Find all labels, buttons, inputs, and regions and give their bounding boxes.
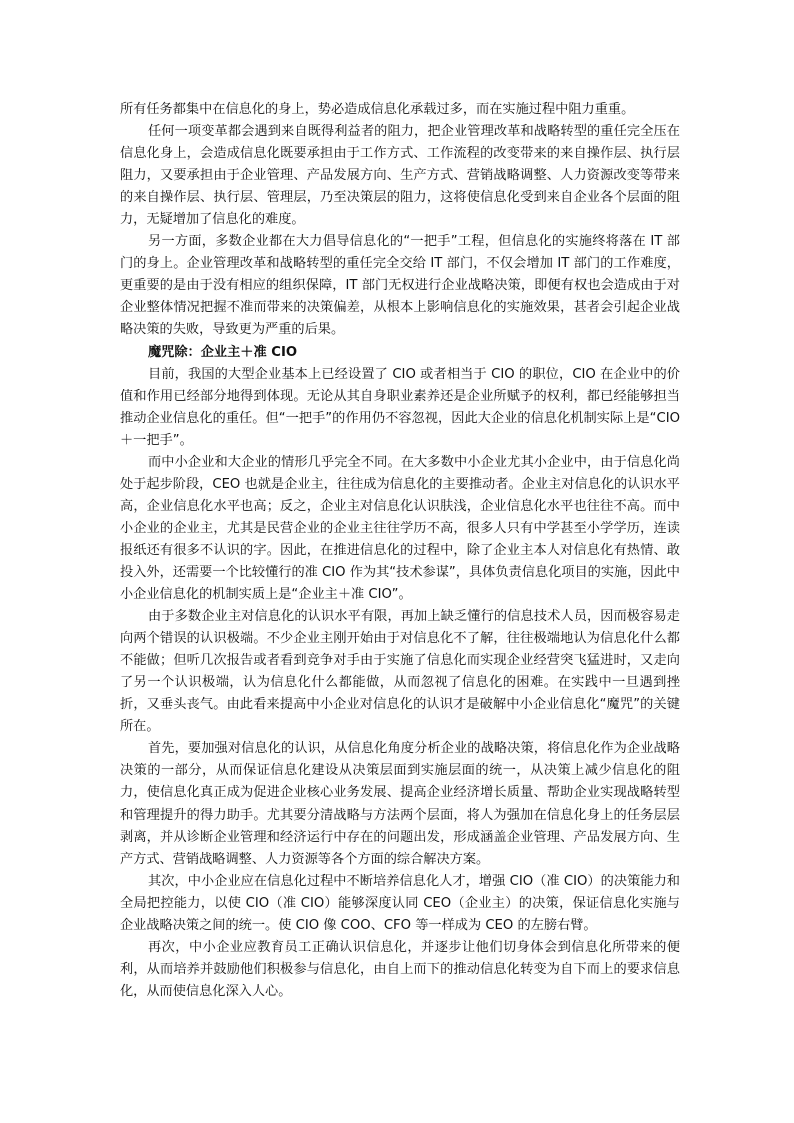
paragraph: 目前，我国的大型企业基本上已经设置了 CIO 或者相当于 CIO 的职位，CIO 在企业中的价值和作用已经部分地得到体现。无论从其自身职业素养还是企业所赋予的权利，都已经能够担当推动企业信息化的重任。但“一把手”的作用仍不容忽视，因此大企业的信息化机制实际上是“CIO＋一把手”。 xyxy=(120,366,680,448)
document-body xyxy=(120,99,680,1003)
paragraph: 任何一项变革都会遇到来自既得利益者的阻力，把企业管理改革和战略转型的重任完全压在信息化身上，会造成信息化既要承担由于工作方式、工作流程的改变带来的来自操作层、执行层阻力，又要承担由于企业管理、产品发展方向、生产方式、营销战略调整、人力资源改变等带来的来自操作层、执行层、管理层，乃至决策层的阻力，这将使信息化受到来自企业各个层面的阻力，无疑增加了信息化的难度。 xyxy=(120,124,680,228)
paragraph-continuation: 所有任务都集中在信息化的身上，势必造成信息化承载过多，而在实施过程中阻力重重。 xyxy=(120,102,635,117)
paragraph: 其次，中小企业应在信息化过程中不断培养信息化人才，增强 CIO（准 CIO）的决策能力和全局把控能力，以使 CIO（准 CIO）能够深度认同 CEO（企业主）的决策，保证信息化实施与企业战略决策之间的统一。使 CIO 像 COO、CFO 等一样成为 CEO 的左膀右臂。 xyxy=(120,873,680,933)
paragraph: 由于多数企业主对信息化的认识水平有限，再加上缺乏懂行的信息技术人员，因而极容易走向两个错误的认识极端。不少企业主刚开始由于对信息化不了解，往往极端地认为信息化什么都不能做；但听几次报告或者看到竞争对手由于实施了信息化而实现企业经营突飞猛进时，又走向了另一个认识极端，认为信息化什么都能做，从而忽视了信息化的困难。在实践中一旦遇到挫折，又垂头丧气。由此看来提高中小企业对信息化的认识才是破解中小企业信息化“魔咒”的关键所在。 xyxy=(120,609,680,735)
section-heading: 魔咒除：企业主＋准 CIO xyxy=(148,344,298,360)
paragraph: 另一方面，多数企业都在大力倡导信息化的“一把手”工程，但信息化的实施终将落在 IT 部门的身上。企业管理改革和战略转型的重任完全交给 IT 部门，不仅会增加 IT 部门的工作难度，更重要的是由于没有相应的组织保障，IT 部门无权进行企业战略决策，即便有权也会造成由于对企业整体情况把握不准而带来的决策偏差，从根本上影响信息化的实施效果，甚者会引起企业战略决策的失败，导致更为严重的后果。 xyxy=(120,234,680,338)
paragraph: 再次，中小企业应教育员工正确认识信息化，并逐步让他们切身体会到信息化所带来的便利，从而培养并鼓励他们积极参与信息化，由自上而下的推动信息化转变为自下而上的要求信息化，从而使信息化深入人心。 xyxy=(120,939,680,999)
paragraph: 首先，要加强对信息化的认识，从信息化角度分析企业的战略决策，将信息化作为企业战略决策的一部分，从而保证信息化建设从决策层面到实施层面的统一，从决策上减少信息化的阻力，使信息化真正成为促进企业核心业务发展、提高企业经济增长质量、帮助企业实现战略转型和管理提升的得力助手。尤其要分清战略与方法两个层面，将人为强加在信息化身上的任务层层剥离，并从诊断企业管理和经济运行中存在的问题出发，形成涵盖企业管理、产品发展方向、生产方式、营销战略调整、人力资源等各个方面的综合解决方案。 xyxy=(120,741,680,867)
paragraph: 而中小企业和大企业的情形几乎完全不同。在大多数中小企业尤其小企业中，由于信息化尚处于起步阶段，CEO 也就是企业主，往往成为信息化的主要推动者。企业主对信息化的认识水平高，企业信息化水平也高；反之，企业主对信息化认识肤浅，企业信息化水平也往往不高。而中小企业的企业主，尤其是民营企业的企业主往往学历不高，很多人只有中学甚至小学学历，连读报纸还有很多不认识的字。因此，在推进信息化的过程中，除了企业主本人对信息化有热情、敢投入外，还需要一个比较懂行的准 CIO 作为其“技术参谋”，具体负责信息化项目的实施，因此中小企业信息化的机制实质上是“企业主＋准 CIO”。 xyxy=(120,454,680,603)
